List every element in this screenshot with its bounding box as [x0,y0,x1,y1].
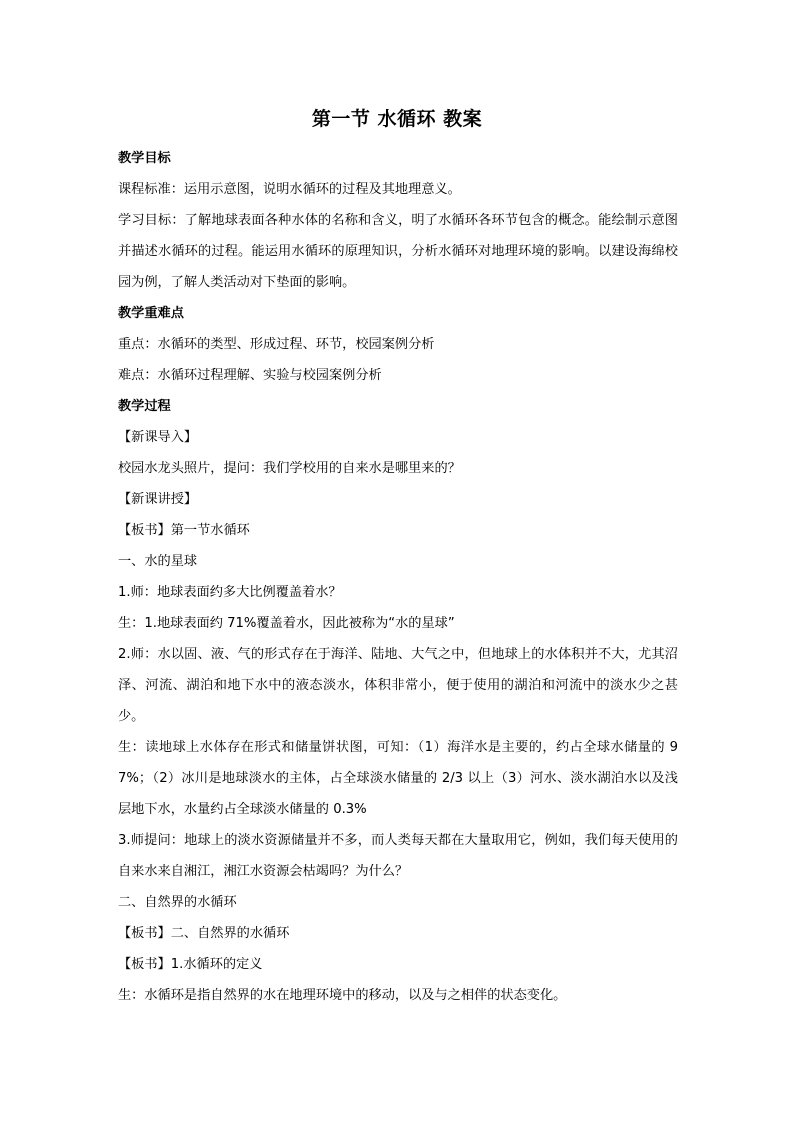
section-heading-process: 教学过程 [118,399,171,414]
student-answer-1: 生：1.地球表面约 71%覆盖着水，因此被称为“水的星球” [118,616,455,631]
board-note-section-title: 【板书】第一节水循环 [118,523,250,538]
student-answer-2: 生：读地球上水体存在形式和储量饼状图，可知：（1）海洋水是主要的，约占全球水储量的 97%；（2）冰川是地球淡水的主体，占全球淡水储量的 2/3 以上（3）河水、淡水湖泊水以及浅层地下水，水量约占全球淡水储量的 0.3% [118,740,678,817]
board-note-definition: 【板书】1.水循环的定义 [118,957,263,972]
document-body [118,143,678,1011]
board-note-natural-water-cycle: 【板书】二、自然界的水循环 [118,926,290,941]
lesson-intro-paragraph: 校园水龙头照片，提问：我们学校用的自来水是哪里来的？ [118,461,461,476]
subsection-natural-water-cycle: 二、自然界的水循环 [118,895,237,910]
learning-objectives-paragraph: 学习目标：了解地球表面各种水体的名称和含义，明了水循环各环节包含的概念。能绘制示意图并描述水循环的过程。能运用水循环的原理知识，分析水循环对地理环境的影响。以建设海绵校园为例，了解人类活动对下垫面的影响。 [118,213,678,290]
student-definition-answer: 生：水循环是指自然界的水在地理环境中的移动，以及与之相伴的状态变化。 [118,988,567,1003]
key-points-paragraph: 重点：水循环的类型、形成过程、环节，校园案例分析 [118,337,435,352]
subsection-water-planet: 一、水的星球 [118,554,198,569]
section-heading-key-points: 教学重难点 [118,306,184,321]
lesson-intro-label: 【新课导入】 [118,430,198,445]
new-lesson-label: 【新课讲授】 [118,492,198,507]
teacher-question-3: 3.师提问：地球上的淡水资源储量并不多，而人类每天都在大量取用它，例如，我们每天使用的自来水来自湘江，湘江水资源会枯竭吗？为什么？ [118,833,678,879]
curriculum-standard-paragraph: 课程标准：运用示意图，说明水循环的过程及其地理意义。 [118,182,461,197]
section-heading-objectives: 教学目标 [118,151,171,166]
page-title: 第一节 水循环 教案 [311,108,483,130]
difficult-points-paragraph: 难点：水循环过程理解、实验与校园案例分析 [118,368,382,383]
teacher-question-1: 1.师：地球表面约多大比例覆盖着水？ [118,585,342,600]
teacher-statement-2: 2.师：水以固、液、气的形式存在于海洋、陆地、大气之中，但地球上的水体积并不大，尤其沼泽、河流、湖泊和地下水中的液态淡水，体积非常小，便于使用的湖泊和河流中的淡水少之甚少。 [118,647,678,724]
